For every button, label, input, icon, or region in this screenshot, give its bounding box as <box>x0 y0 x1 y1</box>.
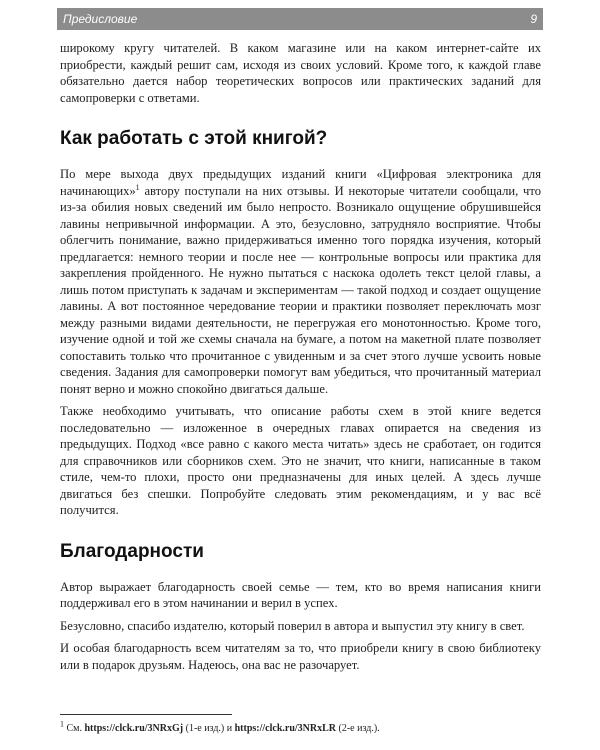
section-heading-thanks: Благодарности <box>60 540 204 562</box>
paragraph-how-1-part1: По мере выхода двух предыдущих изданий книги «Цифровая электроника для начинающих» <box>60 167 541 198</box>
section-heading-how: Как работать с этой книгой? <box>60 128 328 149</box>
footnote-mark: 1 <box>60 719 64 729</box>
paragraph-thanks-3: И особая благодарность всем читателям за то, что приобрели книгу в свою библиотеку или в подарок друзьям. Надеюсь, она вас не разочарует. <box>60 641 541 672</box>
running-header <box>57 8 543 30</box>
paragraph-thanks-2: Безусловно, спасибо издателю, который поверил в автора и выпустил эту книгу в свет. <box>60 618 525 633</box>
footnote-reference[interactable]: 1 <box>135 182 140 192</box>
footnote-link-1[interactable]: https://clck.ru/3NRxGj <box>84 723 184 734</box>
page-number: 9 <box>530 12 537 26</box>
footnote-divider <box>60 714 232 715</box>
intro-paragraph: широкому кругу читателей. В каком магазине или на каком интернет-сайте их приобрести, каждый решит сам, исходя из своих условий. Кроме того, к каждой главе обязательно дается набор теоретических вопросов или практических заданий для самопроверки с ответами. <box>60 41 541 105</box>
footnote <box>60 719 541 735</box>
footnote-prefix: См. <box>64 723 85 734</box>
paragraph-thanks-1: Автор выражает благодарность своей семье — тем, кто во время написания книги поддерживал его в этом начинании и верил в успех. <box>60 579 541 610</box>
paragraph-how-1-part2: автору поступали на них отзывы. И некоторые читатели сообщали, что из-за обилия новых сведений им было непросто. Возникало ощущение обрушившейся лавины непривычной информации. А это, безусловно, затрудняло восприятие. Чтобы облегчить понимание, важно придерживаться именно того порядка изучения, который предлагается: немного теории и после нее — контрольные вопросы или практика для закрепления пройденного. Не нужно пытаться с наскока одолеть текст целой главы, а лишь потом приступать к задачам и экспериментам — такой подход и создает ощущение лавины. А вот постоянное чередование теории и практики позволяет переключать мозг между разными видами деятельности, не перегружая его монотонностью. Кроме того, изучение одной и той же схемы сначала на бумаге, а потом на макетной плате позволяет сопоставить только что прочитанное с увиденным и за счет этого лучше усвоить новые сведения. Задания для самопроверки помогут вам убедиться, что прочитанный материал понят верно и можно спокойно двигаться дальше. <box>60 183 541 396</box>
header-title: Предисловие <box>63 12 138 26</box>
footnote-edition-2: (2-е изд.). <box>336 723 380 734</box>
page-body <box>60 40 541 679</box>
footnote-edition-1: (1-е изд.) и <box>183 723 235 734</box>
footnote-link-2[interactable]: https://clck.ru/3NRxLR <box>234 723 337 734</box>
paragraph-how-1 <box>60 166 541 397</box>
paragraph-how-2: Также необходимо учитывать, что описание работы схем в этой книге ведется последовательно — изложенное в очередных главах опирается на сведения из предыдущих. Подход «все равно с какого места читать» здесь не сработает, он годится для справочников или сборников схем. Это не значит, что книги, написанные в таком стиле, чем-то плохи, просто они предназначены для иных целей. А здесь лучше двигаться без спешки. Попробуйте следовать этим рекомендациям, и у вас всё получится. <box>60 404 541 517</box>
